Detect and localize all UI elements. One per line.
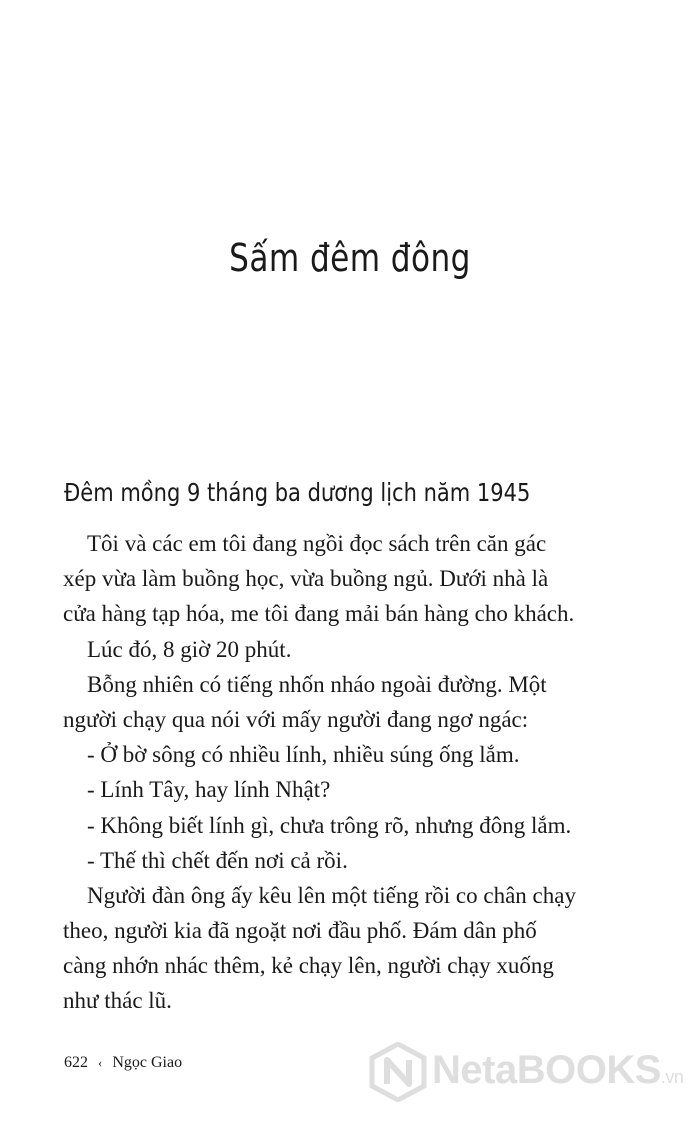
watermark-domain: .vn: [660, 1067, 684, 1087]
body-line: càng nhớn nhác thêm, kẻ chạy lên, người chạy xuống: [63, 953, 554, 979]
body-line: Bỗng nhiên có tiếng nhốn nháo ngoài đường. Một: [87, 671, 547, 697]
page-footer: [64, 1054, 182, 1072]
body-line: cửa hàng tạp hóa, me tôi đang mải bán hàng cho khách.: [63, 601, 575, 627]
body-text: [63, 526, 687, 1019]
body-line: - Thế thì chết đến nơi cả rồi.: [87, 847, 348, 873]
watermark-brand: NetaBOOKS: [432, 1048, 661, 1092]
section-heading: Đêm mồng 9 tháng ba dương lịch năm 1945: [64, 478, 531, 507]
body-line: người chạy qua nói với mấy người đang ngơ ngác:: [63, 706, 529, 732]
page-number: 622: [64, 1054, 88, 1071]
footer-separator: ‹: [98, 1055, 103, 1070]
body-line: theo, người kia đã ngoặt nơi đầu phố. Đám dân phố: [63, 918, 537, 944]
netabooks-logo-icon: [368, 1042, 428, 1102]
body-line: - Lính Tây, hay lính Nhật?: [87, 777, 331, 803]
body-line: xép vừa làm buồng học, vừa buồng ngủ. Dưới nhà là: [63, 566, 549, 592]
body-line: - Không biết lính gì, chưa trông rõ, nhưng đông lắm.: [87, 812, 572, 838]
watermark-text: [432, 1048, 683, 1093]
body-line: Người đàn ông ấy kêu lên một tiếng rồi co chân chạy: [87, 882, 576, 908]
body-line: Lúc đó, 8 giờ 20 phút.: [87, 636, 292, 662]
watermark: [360, 1042, 700, 1112]
author-name: Ngọc Giao: [112, 1054, 183, 1071]
body-line: - Ở bờ sông có nhiều lính, nhiều súng ống lắm.: [87, 742, 520, 768]
body-line: như thác lũ.: [63, 988, 172, 1014]
chapter-title: Sấm đêm đông: [229, 236, 471, 280]
body-line: Tôi và các em tôi đang ngồi đọc sách trên căn gác: [87, 531, 547, 556]
